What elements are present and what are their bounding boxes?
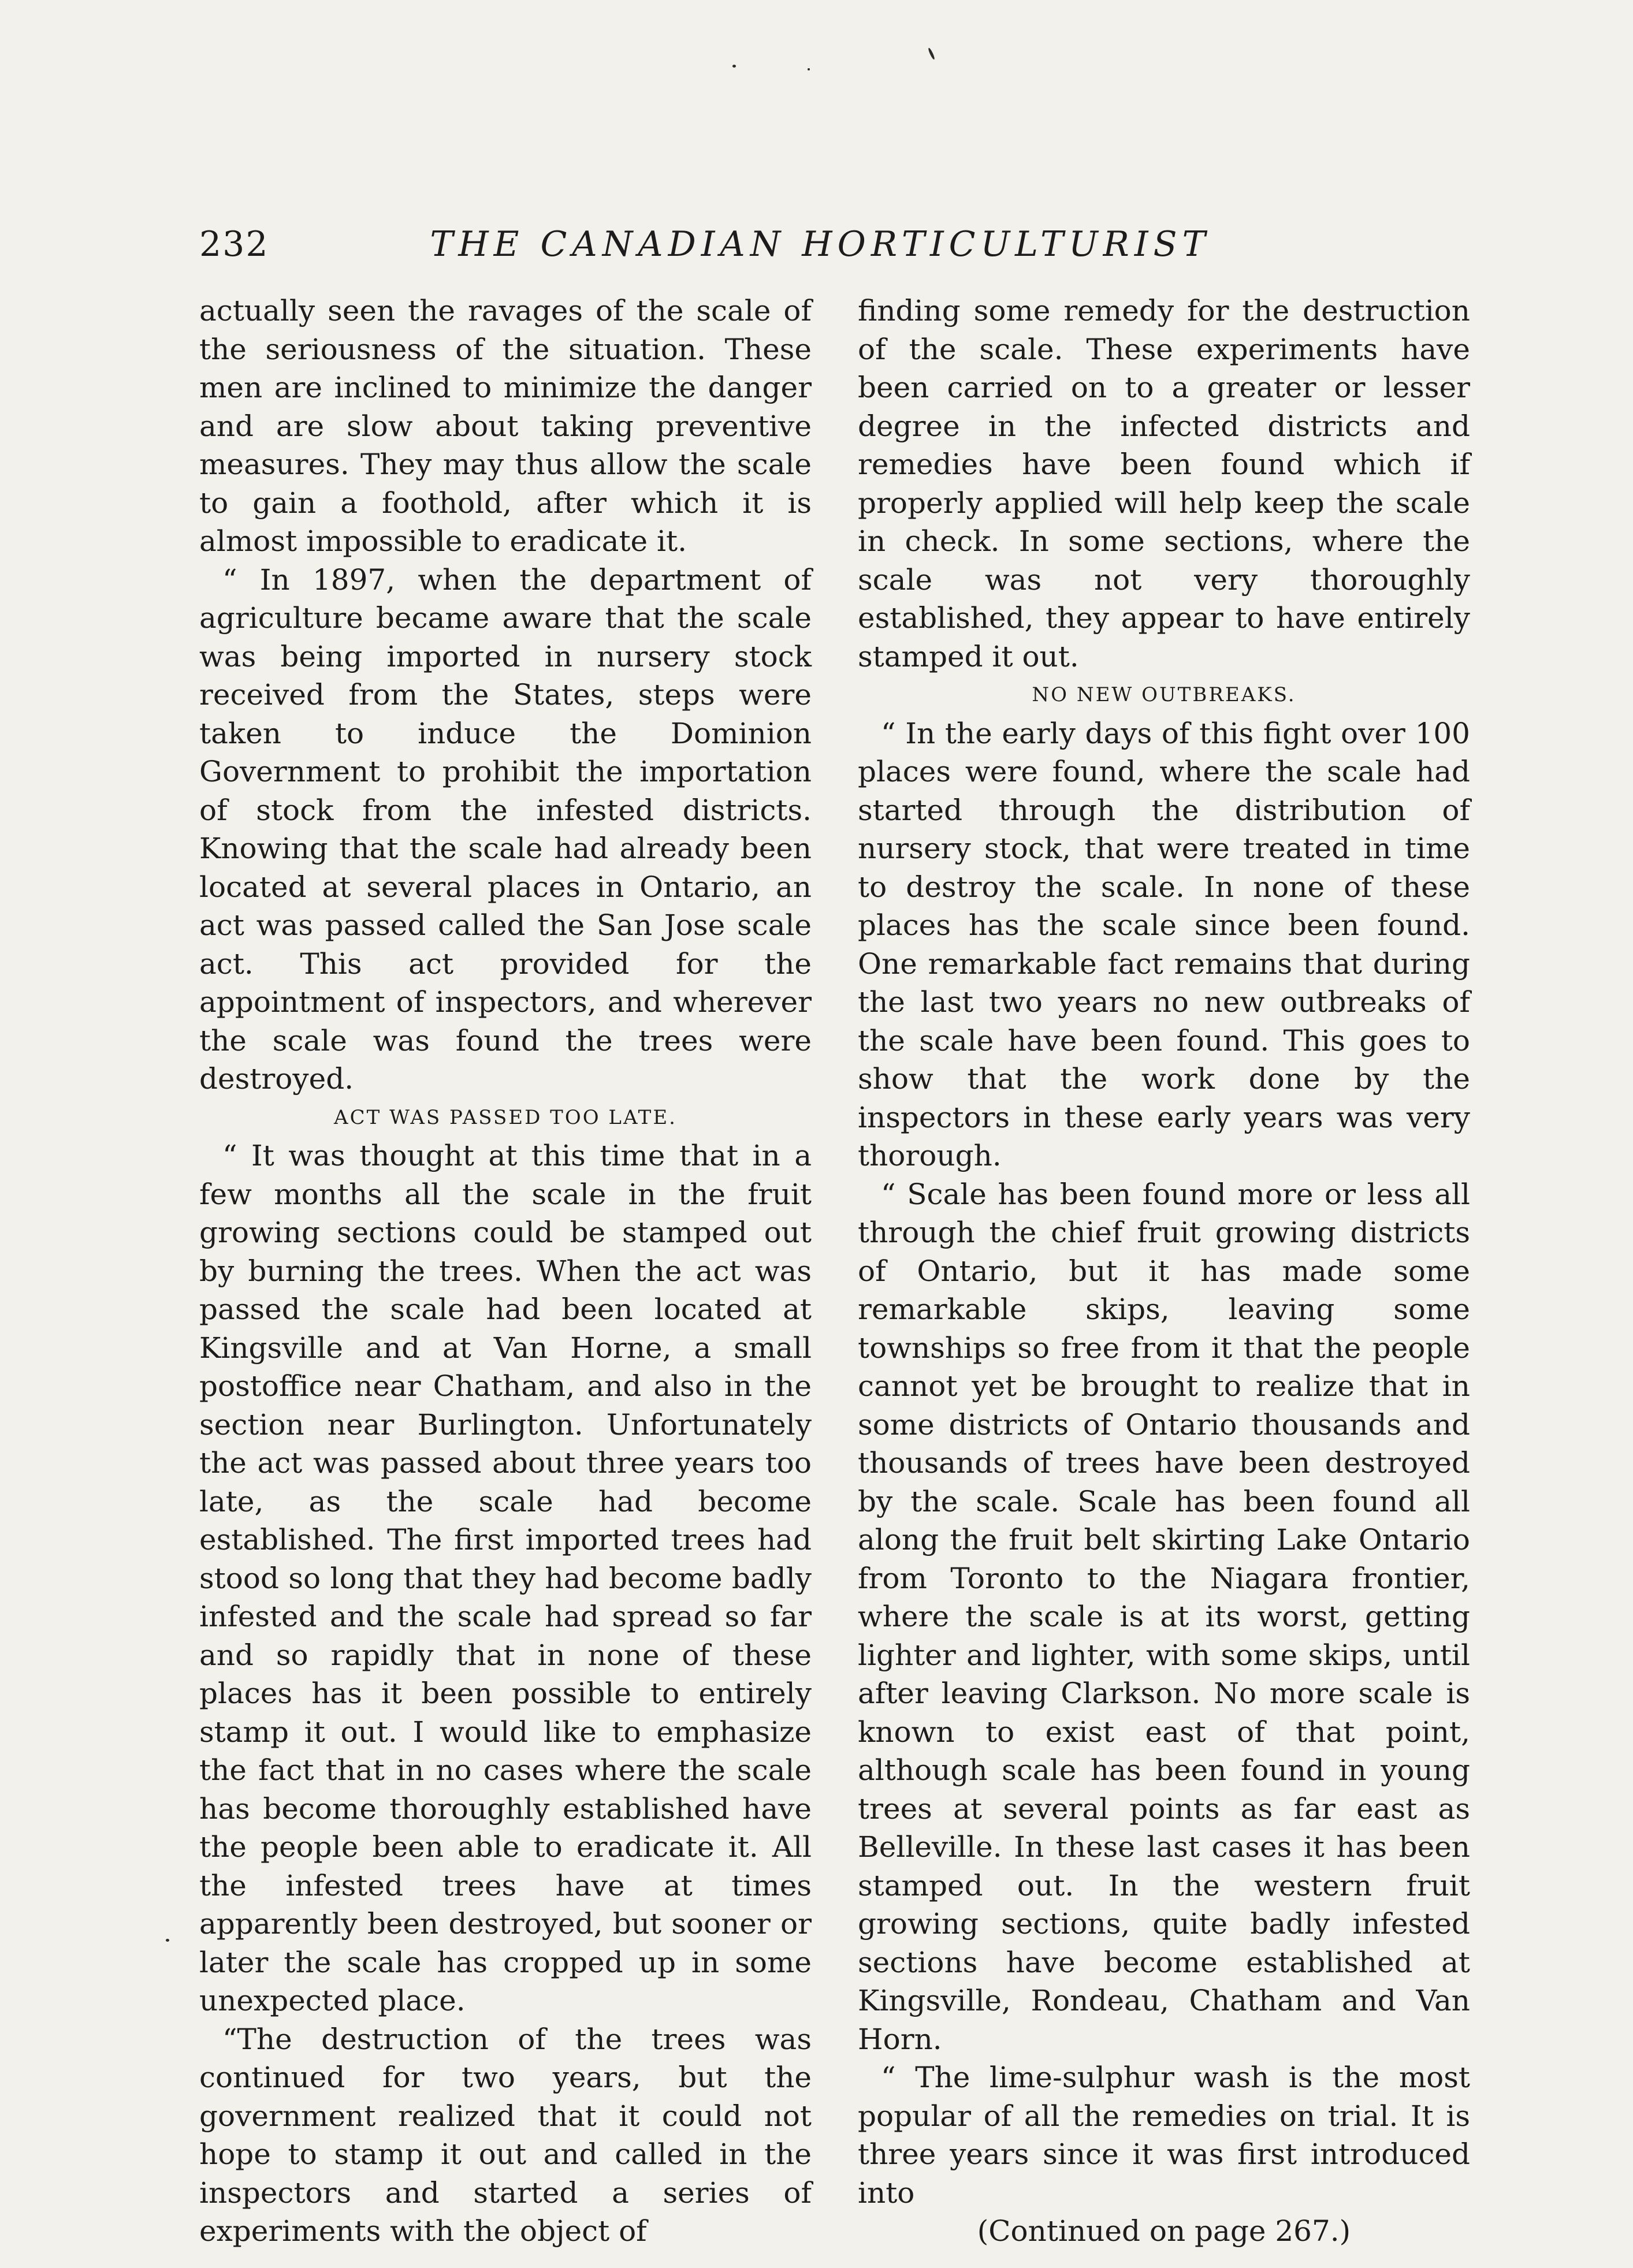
- section-heading: ACT WAS PASSED TOO LATE.: [334, 1105, 677, 1129]
- left-column: [199, 292, 812, 2251]
- right-paragraph: finding some remedy for the destruction of the scale. These experiments have been carried on to a greater or lesser degree in the infected districts and remedies have been found which if properly applied will help keep the scale in check. In some sections, where the scale was not very thoroughly established, they appear to have entirely stamped it out.: [858, 294, 1470, 673]
- right-paragraph: “ In the early days of this fight over 100 places were found, where the scale had started through the distribution of nursery stock, that were treated in time to destroy the scale. In none of these places has the scale since been found. One remarkable fact remains that during the last two years no new outbreaks of the scale have been found. This goes to show that the work done by the inspectors in these early years was very thorough.: [858, 716, 1470, 1172]
- section-heading: NO NEW OUTBREAKS.: [1032, 683, 1296, 706]
- ink-speck: [808, 68, 810, 70]
- right-paragraph: “ Scale has been found more or less all through the chief fruit growing districts of Ontario, but it has made some remarkable skips, leaving some townships so free from it that the people cannot yet be brought to realize that in some districts of Ontario thousands and thousands of trees have been destroyed by the scale. Scale has been found all along the fruit belt skirting Lake Ontario from Toronto to the Niagara frontier, where the scale is at its worst, getting lighter and lighter, with some skips, until after leaving Clarkson. No more scale is known to exist east of that point, although scale has been found in young trees at several points as far east as Belleville. In these last cases it has been stamped out. In the western fruit growing sections, quite badly infested sections have become established at Kingsville, Rondeau, Chatham and Van Horn.: [858, 1177, 1470, 2056]
- left-paragraph: “ It was thought at this time that in a few months all the scale in the fruit growing sections could be stamped out by burning the trees. When the act was passed the scale had been located at Kingsville and at Van Horne, a small postoffice near Chatham, and also in the section near Burlington. Unfortunately the act was passed about three years too late, as the scale had become established. The first imported trees had stood so long that they had become badly infested and the scale had spread so far and so rapidly that in none of these places has it been possible to entirely stamp it out. I would like to emphasize the fact that in no cases where the scale has become thoroughly established have the people been able to eradicate it. All the infested trees have at times apparently been destroyed, but sooner or later the scale has cropped up in some unexpected place.: [199, 1139, 812, 2017]
- right-column: [858, 292, 1470, 2251]
- continued-note: (Continued on page 267.): [977, 2214, 1351, 2248]
- ink-speck: [928, 47, 936, 60]
- right-paragraph: “ The lime-sulphur wash is the most popular of all the remedies on trial. It is three years since it was first introduced into: [858, 2061, 1470, 2210]
- left-paragraph: “The destruction of the trees was continued for two years, but the government realized that it could not hope to stamp it out and called in the inspectors and started a series of experiments with the object of: [199, 2022, 812, 2248]
- running-title: THE CANADIAN HORTICULTURIST: [430, 224, 1211, 265]
- ink-speck: [166, 1939, 169, 1942]
- left-paragraph: actually seen the ravages of the scale of the seriousness of the situation. These men are inclined to minimize the danger and are slow about taking preventive measures. They may thus allow the scale to gain a foothold, after which it is almost impossible to eradicate it.: [199, 294, 812, 558]
- page-header: [199, 224, 1441, 276]
- left-paragraph: “ In 1897, when the department of agriculture became aware that the scale was being imported in nursery stock received from the States, steps were taken to induce the Dominion Government to prohibit the importation of stock from the infested districts. Knowing that the scale had already been located at several places in Ontario, an act was passed called the San Jose scale act. This act provided for the appointment of inspectors, and wherever the scale was found the trees were destroyed.: [199, 563, 812, 1096]
- ink-speck: [732, 65, 736, 68]
- page-number: 232: [199, 224, 269, 265]
